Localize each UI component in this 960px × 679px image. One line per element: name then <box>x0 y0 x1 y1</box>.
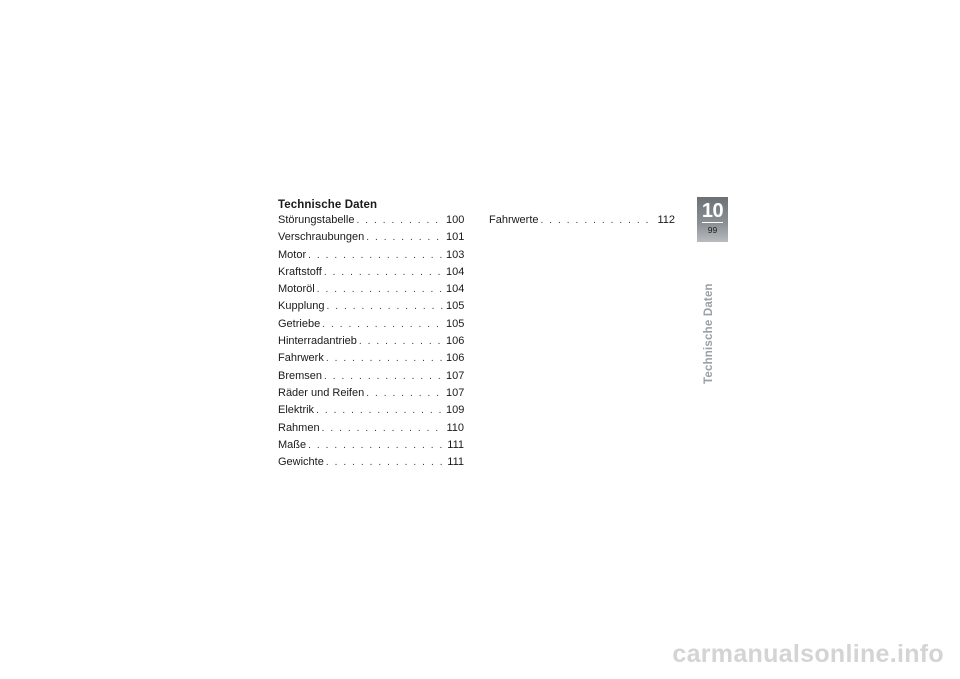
toc-entry-label: Motoröl <box>278 283 315 296</box>
toc-dot-leader <box>317 284 443 295</box>
chapter-divider <box>702 222 723 223</box>
toc-dot-leader <box>356 215 443 226</box>
toc-dot-leader <box>366 388 443 399</box>
toc-entry-label: Fahrwerte <box>489 214 539 226</box>
toc-entry-page: 104 <box>446 283 465 296</box>
toc-entry[interactable] <box>278 231 464 248</box>
toc-left-column <box>278 214 464 473</box>
toc-entry-label: Rahmen <box>278 421 320 434</box>
watermark: carmanualsonline.info <box>672 640 944 668</box>
toc-entry[interactable] <box>278 335 464 352</box>
toc-entry[interactable] <box>278 352 464 369</box>
toc-dot-leader <box>326 457 443 468</box>
chapter-tab <box>697 197 728 242</box>
toc-entry-page: 107 <box>446 369 465 382</box>
toc-entry-label: Hinterradantrieb <box>278 335 357 348</box>
toc-entry-label: Elektrik <box>278 404 315 417</box>
toc-dot-leader <box>327 301 444 312</box>
toc-entry-page: 105 <box>446 317 465 330</box>
chapter-side-label: Technische Daten <box>703 283 715 384</box>
toc-entry-page: 104 <box>446 265 465 278</box>
toc-entry-label: Störungstabelle <box>278 214 355 226</box>
toc-entry-label: Räder und Reifen <box>278 386 365 399</box>
toc-entry[interactable] <box>278 370 464 387</box>
toc-entry[interactable] <box>278 318 464 335</box>
toc-entry-label: Bremsen <box>278 369 323 382</box>
toc-dot-leader <box>322 319 443 330</box>
toc-dot-leader <box>316 405 443 416</box>
toc-dot-leader <box>324 371 443 382</box>
toc-entry[interactable] <box>278 439 464 456</box>
toc-entry-page: 110 <box>446 421 464 434</box>
toc-dot-leader <box>324 267 443 278</box>
toc-entry-label: Gewichte <box>278 456 324 469</box>
toc-entry-page: 103 <box>446 248 465 261</box>
section-title: Technische Daten <box>278 199 378 211</box>
toc-dot-leader <box>308 250 443 261</box>
toc-entry[interactable] <box>278 266 464 283</box>
toc-entry-label: Kraftstoff <box>278 265 322 278</box>
toc-dot-leader <box>322 423 443 434</box>
toc-entry-page: 100 <box>446 214 465 226</box>
toc-entry[interactable] <box>278 300 464 317</box>
toc-entry-label: Maße <box>278 438 307 451</box>
toc-dot-leader <box>326 353 443 364</box>
toc-entry-page: 105 <box>446 300 465 313</box>
toc-entry-label: Fahrwerk <box>278 352 324 365</box>
toc-entry-page: 111 <box>447 438 464 451</box>
toc-entry-page: 106 <box>446 335 465 348</box>
toc-entry[interactable] <box>278 283 464 300</box>
toc-entry-page: 109 <box>446 404 465 417</box>
toc-right-column <box>489 214 675 231</box>
toc-dot-leader <box>541 215 654 226</box>
toc-entry[interactable] <box>278 214 464 231</box>
toc-entry[interactable] <box>489 214 675 231</box>
toc-entry[interactable] <box>278 404 464 421</box>
page-number: 99 <box>707 225 718 235</box>
toc-entry-label: Kupplung <box>278 300 325 313</box>
toc-dot-leader <box>366 232 443 243</box>
chapter-number: 10 <box>701 200 724 222</box>
toc-entry-page: 111 <box>447 456 464 469</box>
toc-entry[interactable] <box>278 249 464 266</box>
toc-dot-leader <box>308 440 443 451</box>
toc-entry-page: 112 <box>657 214 675 226</box>
toc-entry-label: Motor <box>278 248 307 261</box>
toc-entry-page: 107 <box>446 386 465 399</box>
toc-entry-page: 106 <box>446 352 465 365</box>
toc-dot-leader <box>359 336 443 347</box>
toc-entry[interactable] <box>278 456 464 473</box>
toc-entry[interactable] <box>278 387 464 404</box>
toc-entry-page: 101 <box>446 231 465 244</box>
toc-entry[interactable] <box>278 422 464 439</box>
toc-entry-label: Getriebe <box>278 317 321 330</box>
toc-entry-label: Verschraubungen <box>278 231 365 244</box>
